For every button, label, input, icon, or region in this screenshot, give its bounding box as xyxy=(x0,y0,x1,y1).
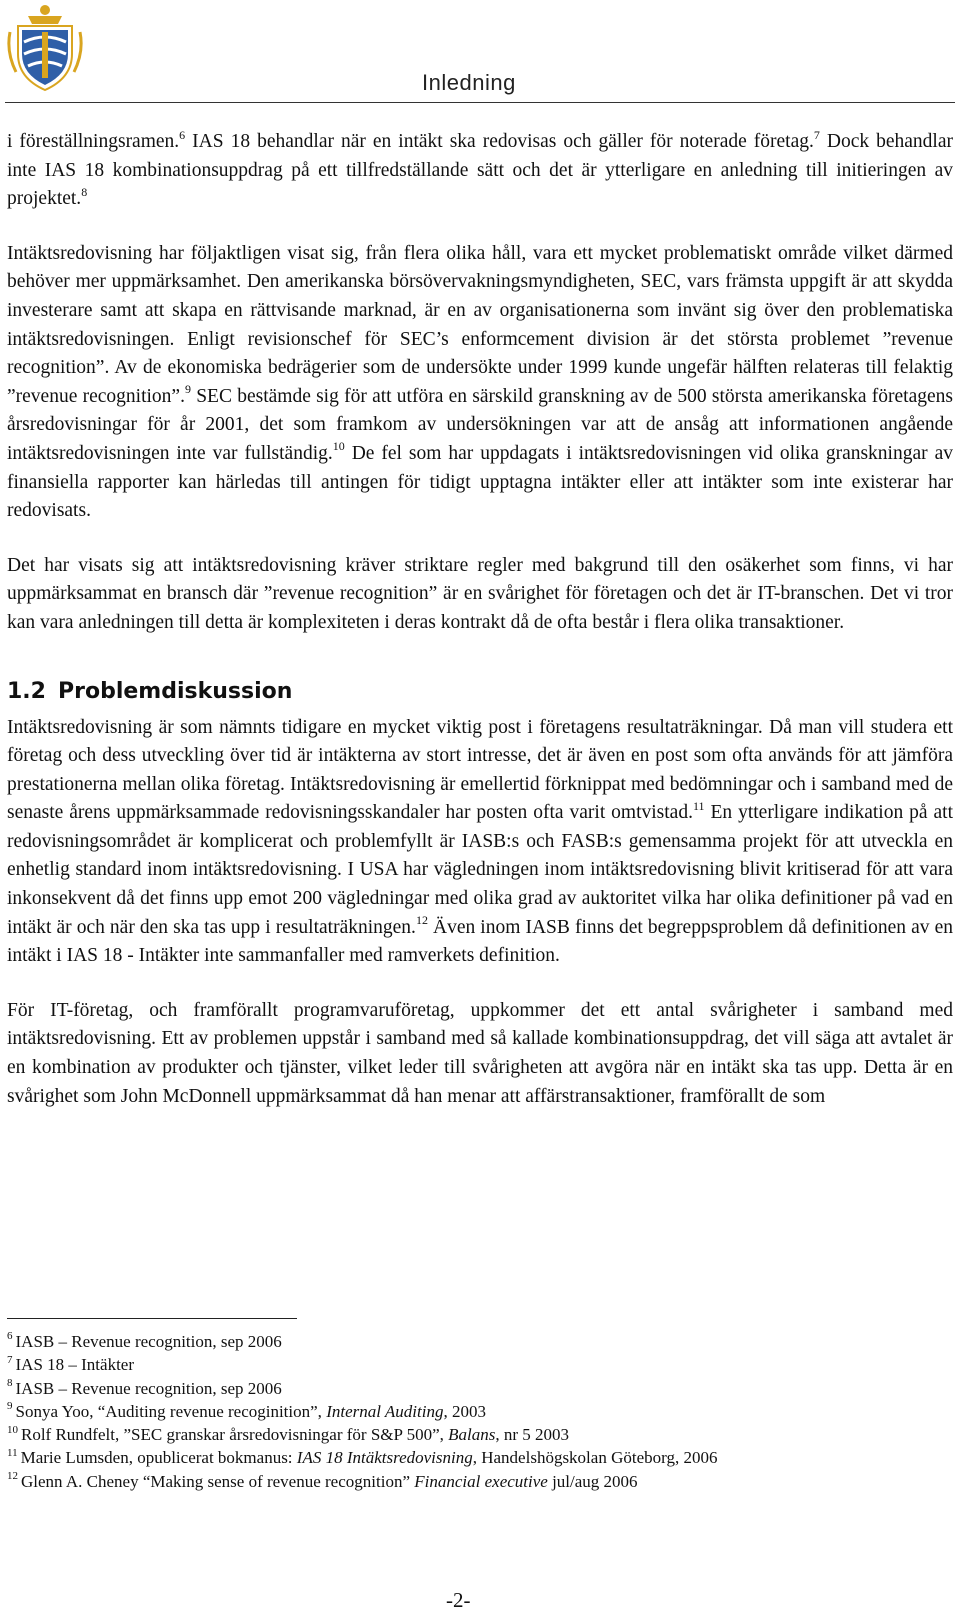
paragraph-4 xyxy=(7,714,953,971)
text-run: De fel som har uppdagats i intäktsredovisningen vid olika granskningar av finansiella rapporter kan härledas till antingen för tidigt upptagna intäkter eller att intäkter som inte existerar har redovisats. xyxy=(7,442,953,522)
text-run: Det har visats sig att intäktsredovisning kräver striktare regler med bakgrund till den osäkerhet som finns, vi har uppmärksammat en bransch där ”revenue recognition” är en svårighet för företagen och det är IT-branschen. Det vi tror kan vara anledningen till detta är komplexiteten i deras kontrakt då de ofta består i flera olika transaktioner. xyxy=(7,554,953,633)
section-heading xyxy=(7,678,953,706)
section-title: Problemdiskussion xyxy=(57,678,293,704)
text-run: Marie Lumsden, opublicerat bokmanus: xyxy=(20,1448,297,1468)
page-number: -2- xyxy=(446,1588,471,1612)
header-title: Inledning xyxy=(422,70,516,95)
italic-text: Balans xyxy=(448,1425,496,1445)
footnote-ref: 10 xyxy=(332,439,345,454)
footnote-ref: 11 xyxy=(7,1446,18,1459)
body-text xyxy=(7,128,953,1111)
footnote-ref: 6 xyxy=(179,127,186,142)
footnotes xyxy=(7,1330,717,1493)
page-header xyxy=(0,0,960,104)
text-run: Rolf Rundfelt, ”SEC granskar årsredovisningar för S&P 500”, xyxy=(21,1425,449,1445)
footnote-ref: 8 xyxy=(7,1376,13,1389)
text-run: , 2003 xyxy=(443,1401,486,1421)
footnote xyxy=(7,1446,717,1469)
footnote xyxy=(7,1423,717,1446)
text-run: IAS 18 – Intäkter xyxy=(15,1355,135,1375)
text-run: Även inom IASB finns det begreppsproblem då definitionen av en intäkt i IAS 18 - Intäkter inte sammanfaller med ramverkets definition. xyxy=(7,916,953,967)
paragraph-1 xyxy=(7,128,953,214)
footnote xyxy=(7,1330,717,1353)
header-rule xyxy=(5,102,955,103)
italic-text: IAS 18 Intäktsredovisning xyxy=(296,1448,473,1468)
text-run: Intäktsredovisning har följaktligen visat sig, från flera olika håll, vara ett mycket problematiskt område vilket därmed behöver mer uppmärksamhet. Den amerikanska börsövervakningsmyndigheten, SEC, vars främsta uppgift är att skydda investerare samt att skapa en rättvisande marknad, är en av organisationerna som invänt sig över den problematiska intäktsredovisningen. Enligt revisionschef för SEC’s enformcement division är det största problemet ”revenue recognition”. Av de ekonomiska bedrägerier som de undersökte under 1999 kunde ungefär hälften relateras till felaktig ”revenue recognition”. xyxy=(7,242,953,407)
footnote-ref: 12 xyxy=(415,913,428,928)
paragraph-5 xyxy=(7,997,953,1111)
footnote xyxy=(7,1470,717,1493)
paragraph-2 xyxy=(7,240,953,526)
footnote-separator xyxy=(7,1318,297,1319)
footnote-ref: 7 xyxy=(7,1353,13,1366)
text-run: i föreställningsramen. xyxy=(7,131,180,152)
footnote-ref: 9 xyxy=(184,382,191,397)
footnote-ref: 12 xyxy=(7,1470,18,1483)
text-run: Intäktsredovisning är som nämnts tidigare en mycket viktig post i företagens resultaträkningar. Då man vill studera ett företag och dess utveckling över tid är intäkterna av stort intresse, det är även en post som ofta används för att jämföra prestationerna mellan olika företag. Intäktsredovisning är emellertid förknippat med bedömningar och i samband med de senaste årens uppmärksammade redovisningsskandaler har posten ofta varit omtvistad. xyxy=(7,716,953,824)
footnote xyxy=(7,1400,717,1423)
footnote xyxy=(7,1353,717,1376)
text-run: SEC bestämde sig för att utföra en särskild granskning av de 500 största amerikanska företagens årsredovisningar för år 2001, det som framkom av undersökningen var att de ansåg att informationen angående intäktsredovisningen inte var fullständig. xyxy=(7,385,954,464)
footnote-ref: 7 xyxy=(813,127,820,142)
text-run: IASB – Revenue recognition, sep 2006 xyxy=(15,1332,282,1351)
text-run: , Handelshögskolan Göteborg, 2006 xyxy=(472,1448,718,1468)
footnote-ref: 6 xyxy=(7,1330,13,1343)
footnote-ref: 8 xyxy=(81,184,88,199)
section-number: 1.2 xyxy=(7,678,46,704)
text-run: jul/aug 2006 xyxy=(547,1471,638,1491)
text-run: Glenn A. Cheney “Making sense of revenue recognition” xyxy=(21,1471,415,1491)
text-run: , nr 5 2003 xyxy=(495,1425,570,1445)
footnote-ref: 11 xyxy=(692,798,705,813)
footnote-ref: 10 xyxy=(7,1423,18,1436)
university-crest-icon xyxy=(6,2,84,92)
footnote-ref: 9 xyxy=(7,1400,13,1413)
text-run: IAS 18 behandlar när en intäkt ska redovisas och gäller för noterade företag. xyxy=(185,131,814,152)
text-run: Sonya Yoo, “Auditing revenue recoginition”, xyxy=(15,1401,327,1421)
footnote xyxy=(7,1377,717,1400)
text-run: Dock behandlar inte IAS 18 kombinationsuppdrag på ett tillfredställande sätt och det är ytterligare en anledning till initieringen av projektet. xyxy=(7,131,953,210)
paragraph-3 xyxy=(7,552,953,638)
italic-text: Financial executive xyxy=(414,1471,548,1491)
italic-text: Internal Auditing xyxy=(326,1401,444,1421)
text-run: En ytterligare indikation på att redovisningsområdet är komplicerat och problemfyllt är IASB:s och FASB:s gemensamma projekt för att utveckla en enhetlig standard inom intäktsredovisning. I USA har vägledningen inom intäktsredovisning blivit kritiserad för att vara inkonsekvent då det finns upp emot 200 vägledningar med olika grad av auktoritet vilka har olika definitioner på vad en intäkt är och när den ska tas upp i resultaträkningen. xyxy=(7,802,953,938)
text-run: IASB – Revenue recognition, sep 2006 xyxy=(15,1378,282,1398)
text-run: För IT-företag, och framförallt programvaruföretag, uppkommer det ett antal svårigheter i samband med intäktsredovisning. Ett av problemen uppstår i samband med så kallade kombinationsuppdrag, det vill säga att avtalet är en kombination av produkter och tjänster, vilket leder till svårigheten att avgöra när en intäkt ska tas upp. Detta är en svårighet som John McDonnell uppmärksammat då han menar att affärstransaktioner, framförallt de som xyxy=(7,999,953,1107)
